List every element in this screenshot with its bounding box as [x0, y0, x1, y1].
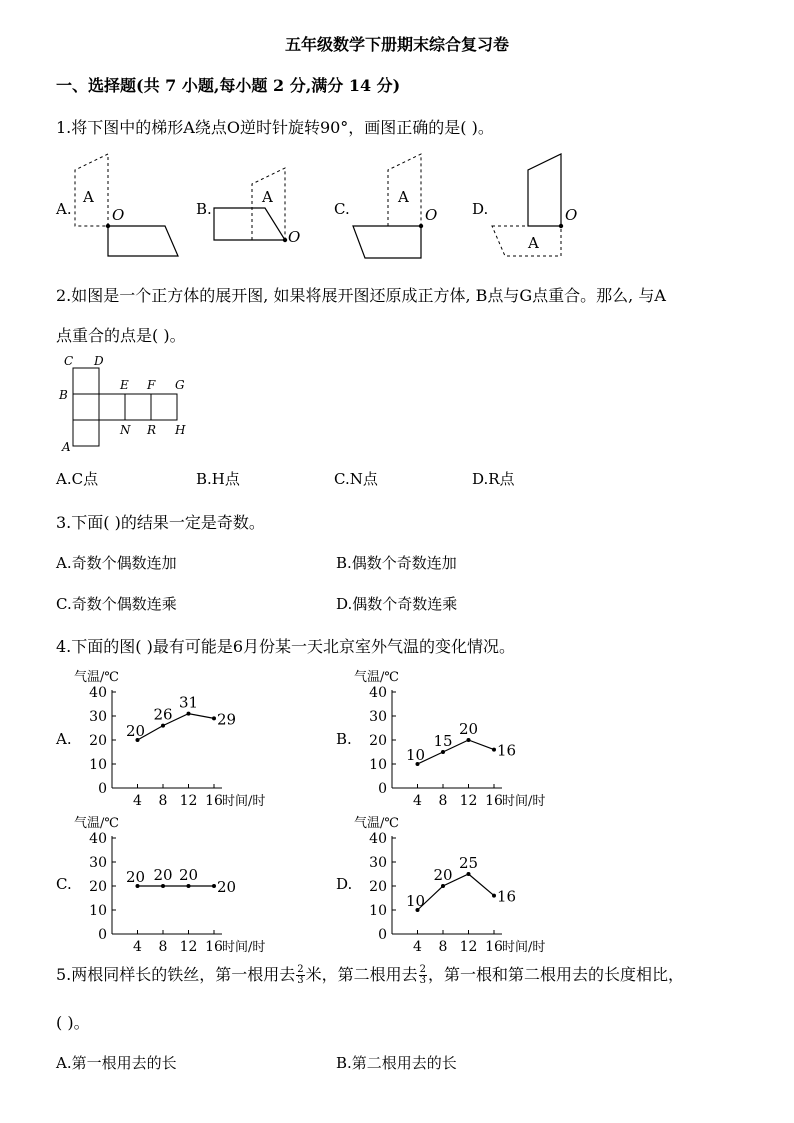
- q1-option-a-label: A.: [56, 200, 72, 218]
- q1-option-b-label: B.: [196, 200, 212, 218]
- q3-option-d: D.偶数个奇数连乘: [336, 595, 458, 613]
- net-label-f: F: [147, 378, 156, 392]
- chart-d-xlabel: 时间/时: [502, 940, 546, 955]
- frac2-numerator: 2: [419, 964, 427, 975]
- chart-c-data-label-0: 20: [125, 868, 146, 886]
- chart-a-xtick-label-3: 16: [205, 793, 223, 809]
- chart-a-xtick-label-1: 8: [158, 793, 168, 809]
- chart-a-series-line: [138, 714, 215, 740]
- q1-figure-b: [210, 150, 330, 260]
- chart-b-xtick-label-2: 12: [459, 793, 478, 809]
- q3-option-a: A.奇数个偶数连加: [56, 554, 177, 572]
- section-heading: 一、选择题(共 7 小题,每小题 2 分,满分 14 分): [56, 76, 401, 95]
- q1-figure-a: [70, 150, 190, 260]
- chart-d-ytick-label-3: 30: [369, 855, 387, 871]
- q3-option-c: C.奇数个偶数连乘: [56, 595, 177, 613]
- chart-d-ylabel: 气温/℃: [354, 816, 399, 831]
- chart-c-xtick-label-3: 16: [205, 939, 223, 955]
- question-2-line-2: 点重合的点是( )。: [56, 326, 186, 345]
- chart-b-ytick-label-3: 30: [369, 709, 387, 725]
- chart-a-point-3: [212, 716, 216, 720]
- chart-b-data-label-2: 20: [458, 720, 479, 738]
- question-3-text: 3.下面( )的结果一定是奇数。: [56, 513, 265, 532]
- q1b-point-label: O: [288, 228, 301, 246]
- chart-a-ytick-label-4: 40: [89, 685, 107, 701]
- chart-b-ytick-label-2: 20: [369, 733, 387, 749]
- net-label-a: A: [62, 440, 71, 454]
- chart-a-data-label-2: 31: [178, 693, 199, 712]
- q4-option-b-label: B.: [336, 730, 352, 748]
- chart-d-xtick-label-3: 16: [485, 939, 503, 955]
- q1d-shape-label: A: [528, 234, 539, 252]
- chart-d-point-3: [492, 894, 496, 898]
- chart-c-xtick-label-2: 12: [179, 939, 198, 955]
- q2-option-a: A.C点: [56, 470, 99, 488]
- chart-a-data-label-1: 26: [153, 705, 173, 724]
- question-2-line-1: 2.如图是一个正方体的展开图, 如果将展开图还原成正方体, B点与G点重合。那么, 与A: [56, 286, 666, 305]
- chart-b-data-label-1: 15: [433, 732, 453, 750]
- chart-a-ylabel: 气温/℃: [74, 670, 119, 685]
- q1-option-c-label: C.: [334, 200, 350, 218]
- q1a-point-label: O: [112, 206, 125, 224]
- temperature-chart-c: [72, 812, 292, 957]
- chart-c-xtick-label-1: 8: [158, 939, 168, 955]
- temperature-chart-b: [352, 666, 572, 811]
- q5-option-b: B.第二根用去的长: [336, 1054, 457, 1072]
- chart-c-point-2: [187, 884, 191, 888]
- chart-b-point-2: [467, 738, 471, 742]
- question-5-line-1: [56, 962, 684, 986]
- chart-c-ylabel: 气温/℃: [74, 816, 119, 831]
- chart-c-xlabel: 时间/时: [222, 940, 266, 955]
- frac1-numerator: 2: [297, 964, 304, 975]
- frac2-denominator: 3: [419, 975, 427, 986]
- chart-d-point-1: [441, 884, 445, 888]
- chart-d-ytick-label-1: 10: [369, 903, 387, 919]
- net-label-e: E: [120, 378, 129, 392]
- chart-b-xtick-label-0: 4: [413, 793, 422, 809]
- chart-a-ytick-label-2: 20: [89, 733, 107, 749]
- chart-c-data-label-1: 20: [153, 866, 173, 884]
- net-label-c: C: [64, 354, 74, 368]
- chart-b-point-1: [441, 750, 445, 754]
- chart-d-data-label-3: 16: [497, 887, 517, 906]
- chart-d-ytick-label-2: 20: [369, 879, 387, 895]
- chart-a-ytick-label-1: 10: [89, 757, 107, 773]
- question-4-text: 4.下面的图( )最有可能是6月份某一天北京室外气温的变化情况。: [56, 637, 516, 656]
- net-label-g: G: [175, 378, 185, 392]
- q2-option-d: D.R点: [472, 470, 515, 488]
- temperature-chart-a: [72, 666, 292, 811]
- chart-b-ytick-label-4: 40: [369, 685, 387, 701]
- chart-c-ytick-label-4: 40: [89, 831, 107, 847]
- net-label-n: N: [120, 423, 131, 437]
- chart-b-ytick-label-1: 10: [369, 757, 387, 773]
- fraction-two-thirds-2: [419, 965, 427, 986]
- net-label-d: D: [94, 354, 104, 368]
- q5-option-a: A.第一根用去的长: [56, 1054, 177, 1072]
- chart-d-series-line: [418, 874, 495, 910]
- q1-option-d-label: D.: [472, 200, 489, 218]
- chart-c-point-1: [161, 884, 165, 888]
- temperature-chart-d: [352, 812, 572, 957]
- chart-d-ytick-label-4: 40: [369, 831, 387, 847]
- chart-b-series-line: [418, 740, 495, 764]
- q4-option-a-label: A.: [56, 730, 72, 748]
- chart-a-ytick-label-0: 0: [98, 781, 107, 797]
- fraction-two-thirds-1: [296, 965, 304, 986]
- question-5-line-2: ( )。: [56, 1013, 90, 1032]
- chart-a-data-label-0: 20: [125, 722, 146, 740]
- page-title: 五年级数学下册期末综合复习卷: [284, 35, 509, 54]
- net-label-r: R: [147, 423, 157, 437]
- chart-b-data-label-0: 10: [405, 746, 426, 764]
- q2-option-b: B.H点: [196, 470, 240, 488]
- chart-d-data-label-2: 25: [458, 854, 479, 872]
- question-1-text: 1.将下图中的梯形A绕点O逆时针旋转90°，画图正确的是( )。: [56, 118, 494, 137]
- chart-c-data-label-2: 20: [178, 866, 199, 884]
- chart-d-point-2: [467, 872, 471, 876]
- q1d-point-label: O: [565, 206, 578, 224]
- chart-a-xtick-label-0: 4: [133, 793, 142, 809]
- q1a-shape-label: A: [83, 188, 94, 206]
- q3-option-b: B.偶数个奇数连加: [336, 554, 457, 572]
- chart-c-data-label-3: 20: [217, 878, 237, 896]
- q1c-point-label: O: [425, 206, 438, 224]
- chart-c-ytick-label-2: 20: [89, 879, 107, 895]
- chart-b-xlabel: 时间/时: [502, 794, 546, 809]
- q1c-shape-label: A: [398, 188, 409, 206]
- chart-d-data-label-0: 10: [405, 892, 426, 910]
- chart-c-ytick-label-3: 30: [89, 855, 107, 871]
- q1-figure-d: [488, 150, 608, 260]
- chart-d-xtick-label-1: 8: [438, 939, 448, 955]
- q2-option-c: C.N点: [334, 470, 378, 488]
- net-label-h: H: [175, 423, 186, 437]
- chart-b-xtick-label-3: 16: [485, 793, 503, 809]
- chart-a-point-1: [161, 724, 165, 728]
- chart-b-point-3: [492, 748, 496, 752]
- chart-a-ytick-label-3: 30: [89, 709, 107, 725]
- q5-text-part3: ，第一根和第二根用去的长度相比，: [428, 965, 685, 984]
- chart-d-xtick-label-2: 12: [459, 939, 478, 955]
- chart-c-point-3: [212, 884, 216, 888]
- net-label-b: B: [59, 388, 68, 402]
- chart-c-xtick-label-0: 4: [133, 939, 142, 955]
- chart-a-xlabel: 时间/时: [222, 794, 266, 809]
- chart-b-ylabel: 气温/℃: [354, 670, 399, 685]
- chart-a-point-2: [187, 712, 191, 716]
- chart-d-xtick-label-0: 4: [413, 939, 422, 955]
- chart-b-xtick-label-1: 8: [438, 793, 448, 809]
- chart-d-ytick-label-0: 0: [378, 927, 387, 943]
- chart-d-data-label-1: 20: [433, 866, 453, 884]
- chart-c-ytick-label-0: 0: [98, 927, 107, 943]
- chart-a-data-label-3: 29: [217, 710, 237, 729]
- cube-net-diagram: [56, 350, 206, 460]
- q5-text-part2: 米，第二根用去: [305, 965, 418, 984]
- frac1-denominator: 3: [297, 975, 304, 986]
- q4-option-c-label: C.: [56, 875, 72, 893]
- q1b-shape-label: A: [262, 188, 273, 206]
- q1-figure-c: [348, 150, 468, 260]
- q4-option-d-label: D.: [336, 875, 353, 893]
- chart-b-ytick-label-0: 0: [378, 781, 387, 797]
- chart-b-data-label-3: 16: [497, 741, 517, 760]
- q5-text-part1: 5.两根同样长的铁丝，第一根用去: [56, 965, 296, 984]
- chart-c-ytick-label-1: 10: [89, 903, 107, 919]
- chart-a-xtick-label-2: 12: [179, 793, 198, 809]
